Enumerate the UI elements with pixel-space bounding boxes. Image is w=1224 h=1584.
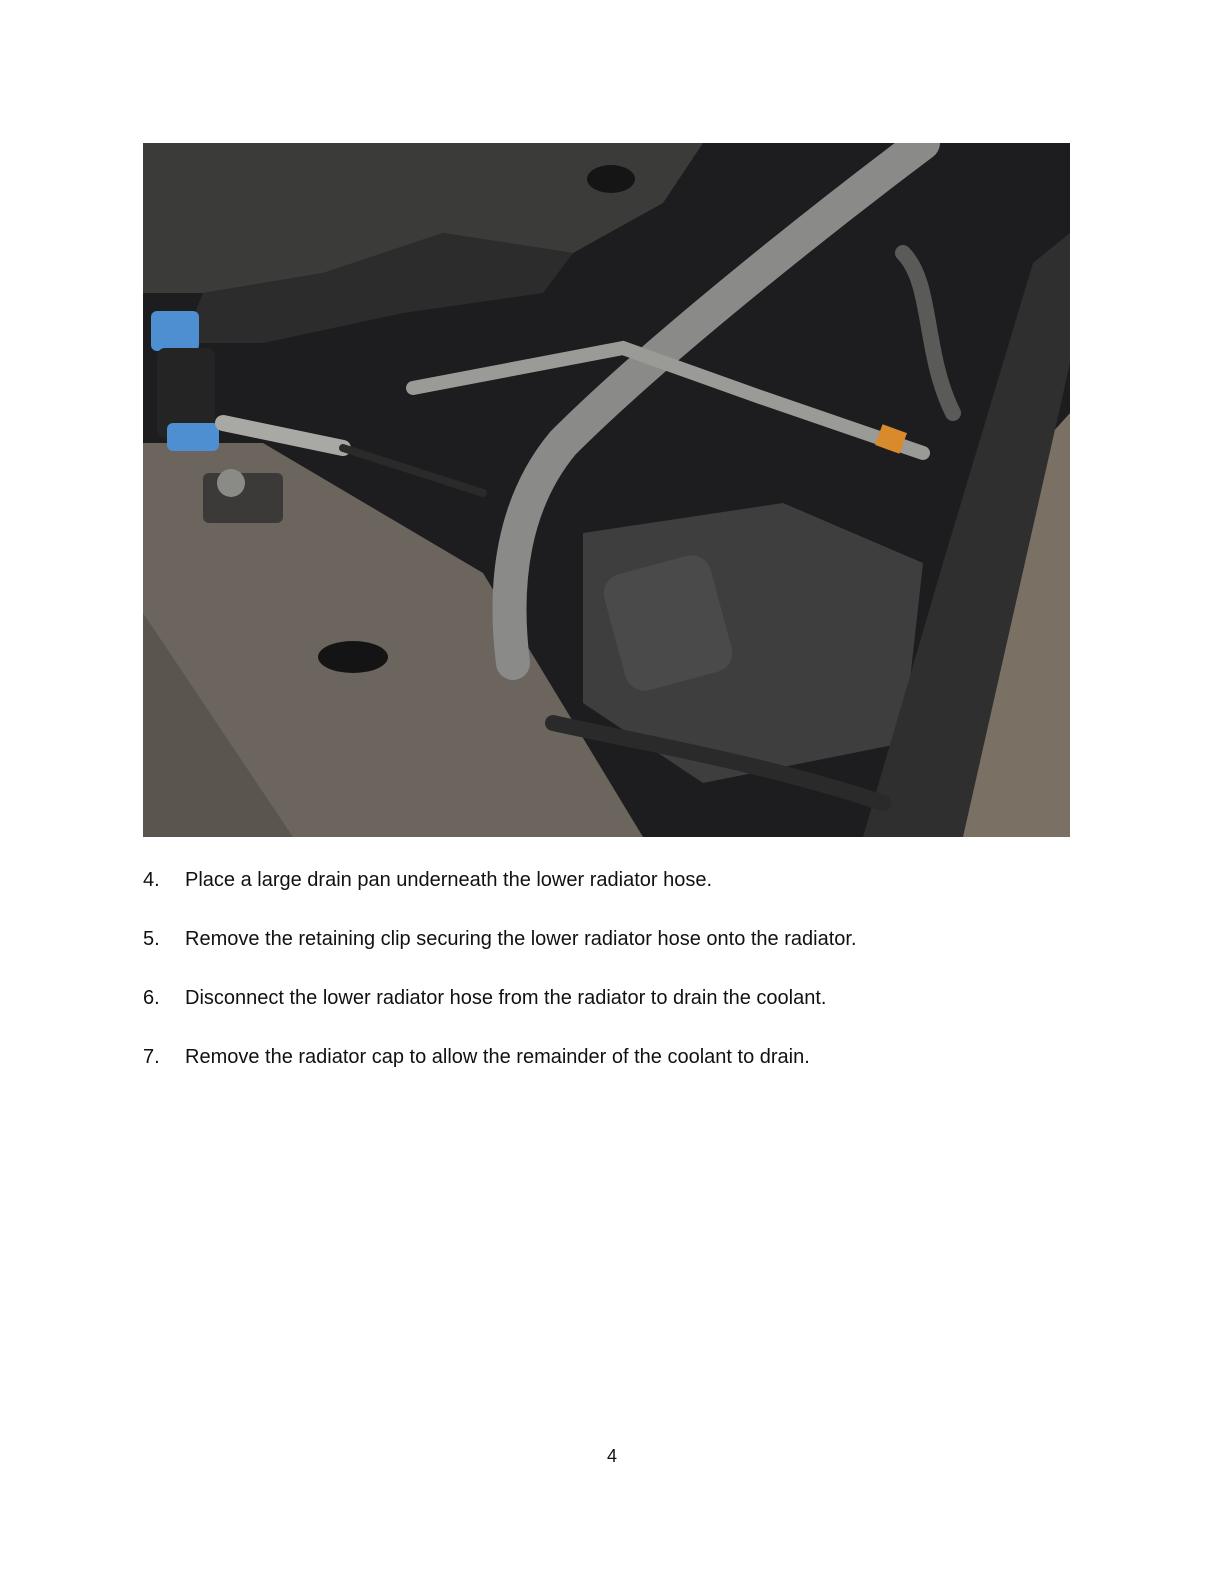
blue-connector — [151, 311, 199, 351]
shroud-hole — [587, 165, 635, 193]
step-number: 7. — [143, 1046, 160, 1068]
engine-bay-photo — [143, 143, 1070, 837]
step-text: Place a large drain pan underneath the lower radiator hose. — [185, 869, 713, 891]
step-text: Disconnect the lower radiator hose from the radiator to drain the coolant. — [185, 987, 827, 1009]
connector-lock — [167, 423, 219, 451]
step-item — [143, 925, 1083, 950]
bolt — [217, 469, 245, 497]
shield-hole — [318, 641, 388, 673]
procedure-steps — [143, 866, 1083, 1068]
step-text: Remove the retaining clip securing the lower radiator hose onto the radiator. — [185, 928, 857, 950]
step-number: 4. — [143, 869, 160, 891]
step-item — [143, 1043, 1083, 1068]
step-item — [143, 866, 1083, 891]
step-number: 5. — [143, 928, 160, 950]
step-number: 6. — [143, 987, 160, 1009]
page-number: 4 — [606, 1446, 617, 1466]
engine-bay-illustration — [143, 143, 1070, 837]
step-text: Remove the radiator cap to allow the remainder of the coolant to drain. — [185, 1046, 810, 1068]
step-item — [143, 984, 1083, 1009]
